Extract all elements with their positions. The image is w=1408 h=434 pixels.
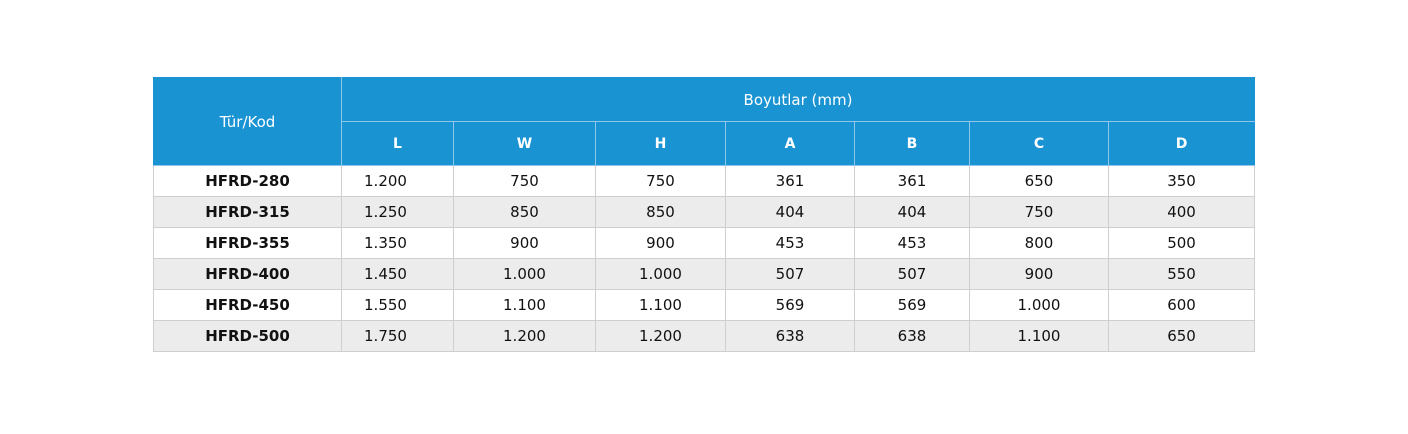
- cell-value: 638: [775, 327, 805, 345]
- cell-d: [1109, 197, 1255, 228]
- cell-value: 1.200: [364, 172, 407, 190]
- cell-w: [454, 228, 596, 259]
- cell-b: [855, 321, 970, 352]
- cell-b: [855, 166, 970, 197]
- cell-l: [342, 321, 454, 352]
- cell-value: 550: [1167, 265, 1196, 283]
- table-header: [154, 78, 1255, 166]
- cell-value: 750: [510, 172, 539, 190]
- cell-h: [596, 259, 726, 290]
- cell-value: 361: [775, 172, 805, 190]
- cell-value: 850: [510, 203, 539, 221]
- cell-c: [970, 321, 1109, 352]
- cell-l: [342, 259, 454, 290]
- cell-value: 1.000: [503, 265, 546, 283]
- cell-w: [454, 259, 596, 290]
- cell-value: 1.750: [364, 327, 407, 345]
- cell-value: 404: [897, 203, 927, 221]
- cell-value: 1.100: [503, 296, 546, 314]
- cell-a: [726, 166, 855, 197]
- table-body: [154, 166, 1255, 352]
- cell-value: 500: [1167, 234, 1196, 252]
- table-row: [154, 228, 1255, 259]
- cell-l: [342, 197, 454, 228]
- cell-b: [855, 228, 970, 259]
- cell-value: 569: [897, 296, 927, 314]
- header-row-group: [154, 78, 1255, 122]
- cell-c: [970, 166, 1109, 197]
- cell-b: [855, 259, 970, 290]
- cell-l: [342, 166, 454, 197]
- cell-value: 900: [510, 234, 539, 252]
- cell-value: 453: [775, 234, 805, 252]
- cell-l: [342, 290, 454, 321]
- cell-value: 1.100: [1017, 327, 1061, 345]
- cell-value: 1.100: [639, 296, 682, 314]
- column-header-a: A: [726, 122, 855, 166]
- cell-d: [1109, 166, 1255, 197]
- table-row: [154, 259, 1255, 290]
- cell-value: 1.350: [364, 234, 407, 252]
- cell-value: 750: [646, 172, 675, 190]
- cell-value: 453: [897, 234, 927, 252]
- row-code: HFRD-450: [154, 290, 342, 321]
- cell-w: [454, 321, 596, 352]
- cell-value: 1.200: [503, 327, 546, 345]
- column-header-b: B: [855, 122, 970, 166]
- column-header-w: W: [454, 122, 596, 166]
- row-code: HFRD-280: [154, 166, 342, 197]
- cell-c: [970, 259, 1109, 290]
- cell-value: 569: [775, 296, 805, 314]
- cell-value: 900: [646, 234, 675, 252]
- column-header-l: L: [342, 122, 454, 166]
- table-row: [154, 197, 1255, 228]
- cell-d: [1109, 321, 1255, 352]
- cell-a: [726, 290, 855, 321]
- cell-a: [726, 228, 855, 259]
- table-row: [154, 290, 1255, 321]
- row-code: HFRD-315: [154, 197, 342, 228]
- column-header-c: C: [970, 122, 1109, 166]
- cell-value: 650: [1024, 172, 1054, 190]
- cell-w: [454, 166, 596, 197]
- cell-value: 1.450: [364, 265, 407, 283]
- cell-value: 1.200: [639, 327, 682, 345]
- cell-value: 400: [1167, 203, 1196, 221]
- cell-h: [596, 228, 726, 259]
- cell-value: 507: [897, 265, 927, 283]
- row-code: HFRD-355: [154, 228, 342, 259]
- cell-value: 1.000: [639, 265, 682, 283]
- cell-b: [855, 197, 970, 228]
- cell-value: 750: [1024, 203, 1054, 221]
- cell-a: [726, 259, 855, 290]
- cell-value: 1.000: [1017, 296, 1061, 314]
- cell-value: 361: [897, 172, 927, 190]
- cell-d: [1109, 228, 1255, 259]
- cell-b: [855, 290, 970, 321]
- table-row: [154, 166, 1255, 197]
- cell-a: [726, 197, 855, 228]
- cell-value: 638: [897, 327, 927, 345]
- cell-l: [342, 228, 454, 259]
- cell-value: 507: [775, 265, 805, 283]
- column-header-h: H: [596, 122, 726, 166]
- cell-c: [970, 290, 1109, 321]
- cell-value: 650: [1167, 327, 1196, 345]
- cell-value: 900: [1024, 265, 1054, 283]
- cell-d: [1109, 259, 1255, 290]
- cell-w: [454, 290, 596, 321]
- code-column-header: Tür/Kod: [154, 78, 342, 166]
- cell-value: 350: [1167, 172, 1196, 190]
- cell-c: [970, 197, 1109, 228]
- cell-w: [454, 197, 596, 228]
- cell-value: 1.250: [364, 203, 407, 221]
- cell-c: [970, 228, 1109, 259]
- cell-value: 404: [775, 203, 805, 221]
- cell-value: 800: [1024, 234, 1054, 252]
- row-code: HFRD-400: [154, 259, 342, 290]
- cell-h: [596, 166, 726, 197]
- cell-d: [1109, 290, 1255, 321]
- cell-a: [726, 321, 855, 352]
- cell-h: [596, 197, 726, 228]
- row-code: HFRD-500: [154, 321, 342, 352]
- cell-h: [596, 290, 726, 321]
- cell-h: [596, 321, 726, 352]
- table-row: [154, 321, 1255, 352]
- dimensions-group-header: Boyutlar (mm): [342, 78, 1255, 122]
- column-header-d: D: [1109, 122, 1255, 166]
- dimensions-table: [153, 77, 1255, 352]
- cell-value: 600: [1167, 296, 1196, 314]
- cell-value: 1.550: [364, 296, 407, 314]
- cell-value: 850: [646, 203, 675, 221]
